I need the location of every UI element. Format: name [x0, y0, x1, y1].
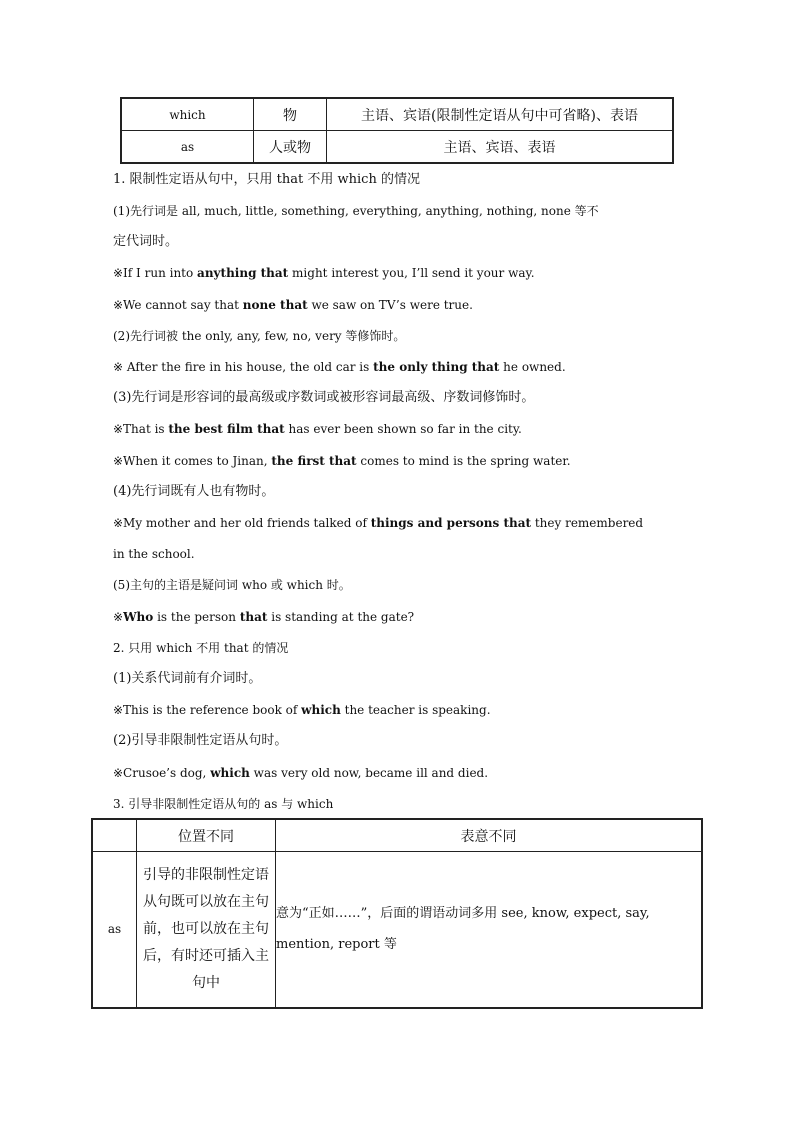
table-cell-word: as: [121, 131, 254, 164]
rule-line: (4)先行词既有人也有物时。: [113, 484, 275, 499]
table-header-cell: [92, 819, 137, 852]
table-cell-position: 引导的非限制性定语从句既可以放在主句前，也可以放在主句后，有时还可插入主句中: [137, 852, 276, 1008]
table-header-row: [92, 819, 702, 852]
example-text: is standing at the gate?: [267, 610, 415, 624]
example-text: we saw on TV’s were true.: [307, 298, 473, 312]
rule-line: (1)先行词是 all, much, little, something, everything, anything, nothing, none 等不: [113, 204, 599, 218]
rule-line: (3)先行词是形容词的最高级或序数词或被形容词最高级、序数词修饰时。: [113, 390, 535, 405]
table-cell-word: as: [92, 852, 137, 1008]
rule-line: (2)先行词被 the only, any, few, no, very 等修饰时。: [113, 329, 406, 343]
example-text: ※When it comes to Jinan,: [113, 454, 272, 468]
meaning-line: mention, report 等: [276, 937, 397, 953]
example-line: [113, 702, 491, 718]
example-text: has ever been shown so far in the city.: [284, 422, 522, 436]
example-line: [113, 421, 522, 437]
example-emphasis: which: [301, 703, 341, 717]
example-text: is the person: [153, 610, 240, 624]
as-which-comparison-table: [91, 818, 703, 1009]
table-cell-function: 主语、宾语(限制性定语从句中可省略)、表语: [327, 98, 674, 131]
section-heading-3: 3. 引导非限制性定语从句的 as 与 which: [113, 797, 334, 811]
table-row: [121, 131, 673, 164]
example-emphasis: Who: [123, 610, 154, 624]
example-text: ※If I run into: [113, 266, 198, 280]
example-line: [113, 609, 414, 625]
table-header-cell: 位置不同: [137, 819, 276, 852]
rule-line: (5)主句的主语是疑问词 who 或 which 时。: [113, 578, 351, 592]
rule-line: (1)关系代词前有介词时。: [113, 671, 262, 686]
example-line: [113, 515, 643, 531]
section-heading-1: 1. 限制性定语从句中，只用 that 不用 which 的情况: [113, 172, 420, 187]
example-emphasis: anything that: [197, 266, 289, 280]
table-cell-word: which: [121, 98, 254, 131]
example-line: [113, 265, 535, 281]
example-line: [113, 359, 566, 375]
example-text: ※My mother and her old friends talked of: [113, 516, 371, 530]
example-text: ※We cannot say that: [113, 298, 243, 312]
example-text: comes to mind is the spring water.: [356, 454, 571, 468]
example-text: ※: [113, 610, 124, 624]
example-text: ※This is the reference book of: [113, 703, 302, 717]
relative-pronoun-table: [120, 97, 674, 164]
table-row: [92, 852, 702, 1008]
example-line: [113, 297, 473, 313]
rule-line: (2)引导非限制性定语从句时。: [113, 733, 288, 748]
example-text: ※That is: [113, 422, 169, 436]
example-text: they remembered: [531, 516, 644, 530]
section-heading-2: 2. 只用 which 不用 that 的情况: [113, 641, 289, 655]
example-emphasis: the best film that: [168, 422, 285, 436]
example-text: was very old now, became ill and died.: [249, 766, 489, 780]
example-text: he owned.: [499, 360, 566, 374]
example-line: [113, 453, 571, 469]
example-line: [113, 765, 488, 781]
example-emphasis: the only thing that: [373, 360, 500, 374]
example-emphasis: that: [239, 610, 268, 624]
table-cell-function: 主语、宾语、表语: [327, 131, 674, 164]
example-emphasis: none that: [242, 298, 308, 312]
example-text: ※ After the fire in his house, the old car is: [113, 360, 374, 374]
example-emphasis: which: [210, 766, 250, 780]
rule-line-cont: 定代词时。: [113, 234, 179, 249]
example-text: ※Crusoe’s dog,: [113, 766, 211, 780]
table-cell-meaning: [276, 852, 703, 1008]
example-emphasis: things and persons that: [370, 516, 532, 530]
example-text: might interest you, I’ll send it your way.: [288, 266, 535, 280]
table-cell-antecedent: 人或物: [254, 131, 327, 164]
example-line-cont: in the school.: [113, 547, 195, 561]
table-cell-antecedent: 物: [254, 98, 327, 131]
example-emphasis: the first that: [271, 454, 357, 468]
table-row: [121, 98, 673, 131]
meaning-line: 意为“正如……”，后面的谓语动词多用 see, know, expect, say,: [276, 906, 650, 922]
table-header-cell: 表意不同: [276, 819, 703, 852]
example-text: the teacher is speaking.: [340, 703, 491, 717]
